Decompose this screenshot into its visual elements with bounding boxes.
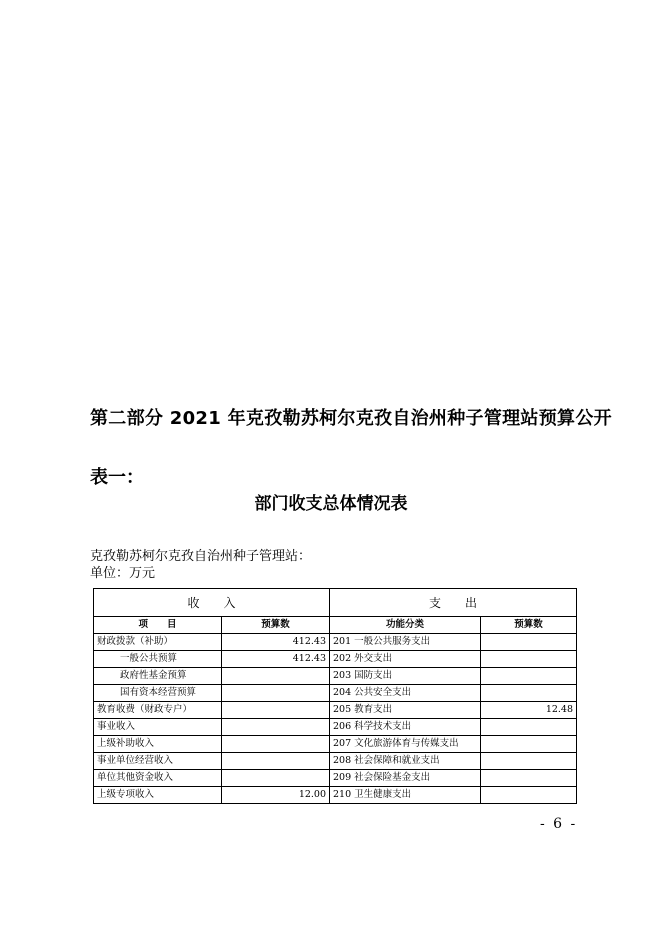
table-header-row: [94, 589, 577, 617]
table-title: 部门收支总体情况表: [254, 494, 408, 514]
table-row: [94, 770, 577, 787]
table-label: 表一：: [90, 467, 144, 488]
table-row: [94, 685, 577, 702]
expense-function: 206 科学技术支出: [330, 719, 481, 736]
income-amount: 412.43: [222, 651, 330, 668]
table-row: [94, 736, 577, 753]
expense-amount: [481, 787, 577, 804]
table-row: [94, 668, 577, 685]
expense-function: 204 公共安全支出: [330, 685, 481, 702]
expense-amount: [481, 719, 577, 736]
table-subheader-row: [94, 617, 577, 634]
income-item: 一般公共预算: [94, 651, 222, 668]
income-item: 教育收费（财政专户）: [94, 702, 222, 719]
expense-amount: [481, 685, 577, 702]
expense-function: 203 国防支出: [330, 668, 481, 685]
column-header-budget-income: 预算数: [222, 617, 330, 634]
table-row: [94, 651, 577, 668]
income-amount: [222, 668, 330, 685]
column-header-function: 功能分类: [330, 617, 481, 634]
column-header-budget-expense: 预算数: [481, 617, 577, 634]
income-item: 事业收入: [94, 719, 222, 736]
unit-label: 单位：万元: [90, 566, 156, 581]
income-amount: [222, 719, 330, 736]
expense-function: 208 社会保障和就业支出: [330, 753, 481, 770]
column-header-item: 项 目: [94, 617, 222, 634]
expense-function: 202 外交支出: [330, 651, 481, 668]
section-title: 第二部分 2021 年克孜勒苏柯尔克孜自治州种子管理站预算公开: [90, 408, 612, 429]
page-number: - 6 -: [540, 816, 578, 832]
income-amount: 412.43: [222, 634, 330, 651]
income-item: 上级补助收入: [94, 736, 222, 753]
income-amount: [222, 736, 330, 753]
expense-function: 207 文化旅游体育与传媒支出: [330, 736, 481, 753]
expense-amount: [481, 634, 577, 651]
expense-function: 209 社会保险基金支出: [330, 770, 481, 787]
expense-amount: [481, 736, 577, 753]
income-amount: 12.00: [222, 787, 330, 804]
table-row: [94, 753, 577, 770]
table-row: [94, 719, 577, 736]
expense-amount: [481, 651, 577, 668]
expense-header: 支 出: [330, 589, 577, 617]
expense-amount: 12.48: [481, 702, 577, 719]
income-amount: [222, 685, 330, 702]
income-item: 财政拨款（补助）: [94, 634, 222, 651]
table-row: [94, 787, 577, 804]
income-header: 收 入: [94, 589, 330, 617]
income-item: 政府性基金预算: [94, 668, 222, 685]
expense-function: 210 卫生健康支出: [330, 787, 481, 804]
income-amount: [222, 702, 330, 719]
income-item: 单位其他资金收入: [94, 770, 222, 787]
income-amount: [222, 770, 330, 787]
expense-function: 201 一般公共服务支出: [330, 634, 481, 651]
table-row: [94, 702, 577, 719]
income-item: 事业单位经营收入: [94, 753, 222, 770]
budget-table: [93, 588, 577, 804]
expense-amount: [481, 753, 577, 770]
income-item: 国有资本经营预算: [94, 685, 222, 702]
income-item: 上级专项收入: [94, 787, 222, 804]
income-amount: [222, 753, 330, 770]
expense-amount: [481, 770, 577, 787]
expense-function: 205 教育支出: [330, 702, 481, 719]
organization-name: 克孜勒苏柯尔克孜自治州种子管理站：: [90, 549, 312, 564]
table-row: [94, 634, 577, 651]
expense-amount: [481, 668, 577, 685]
